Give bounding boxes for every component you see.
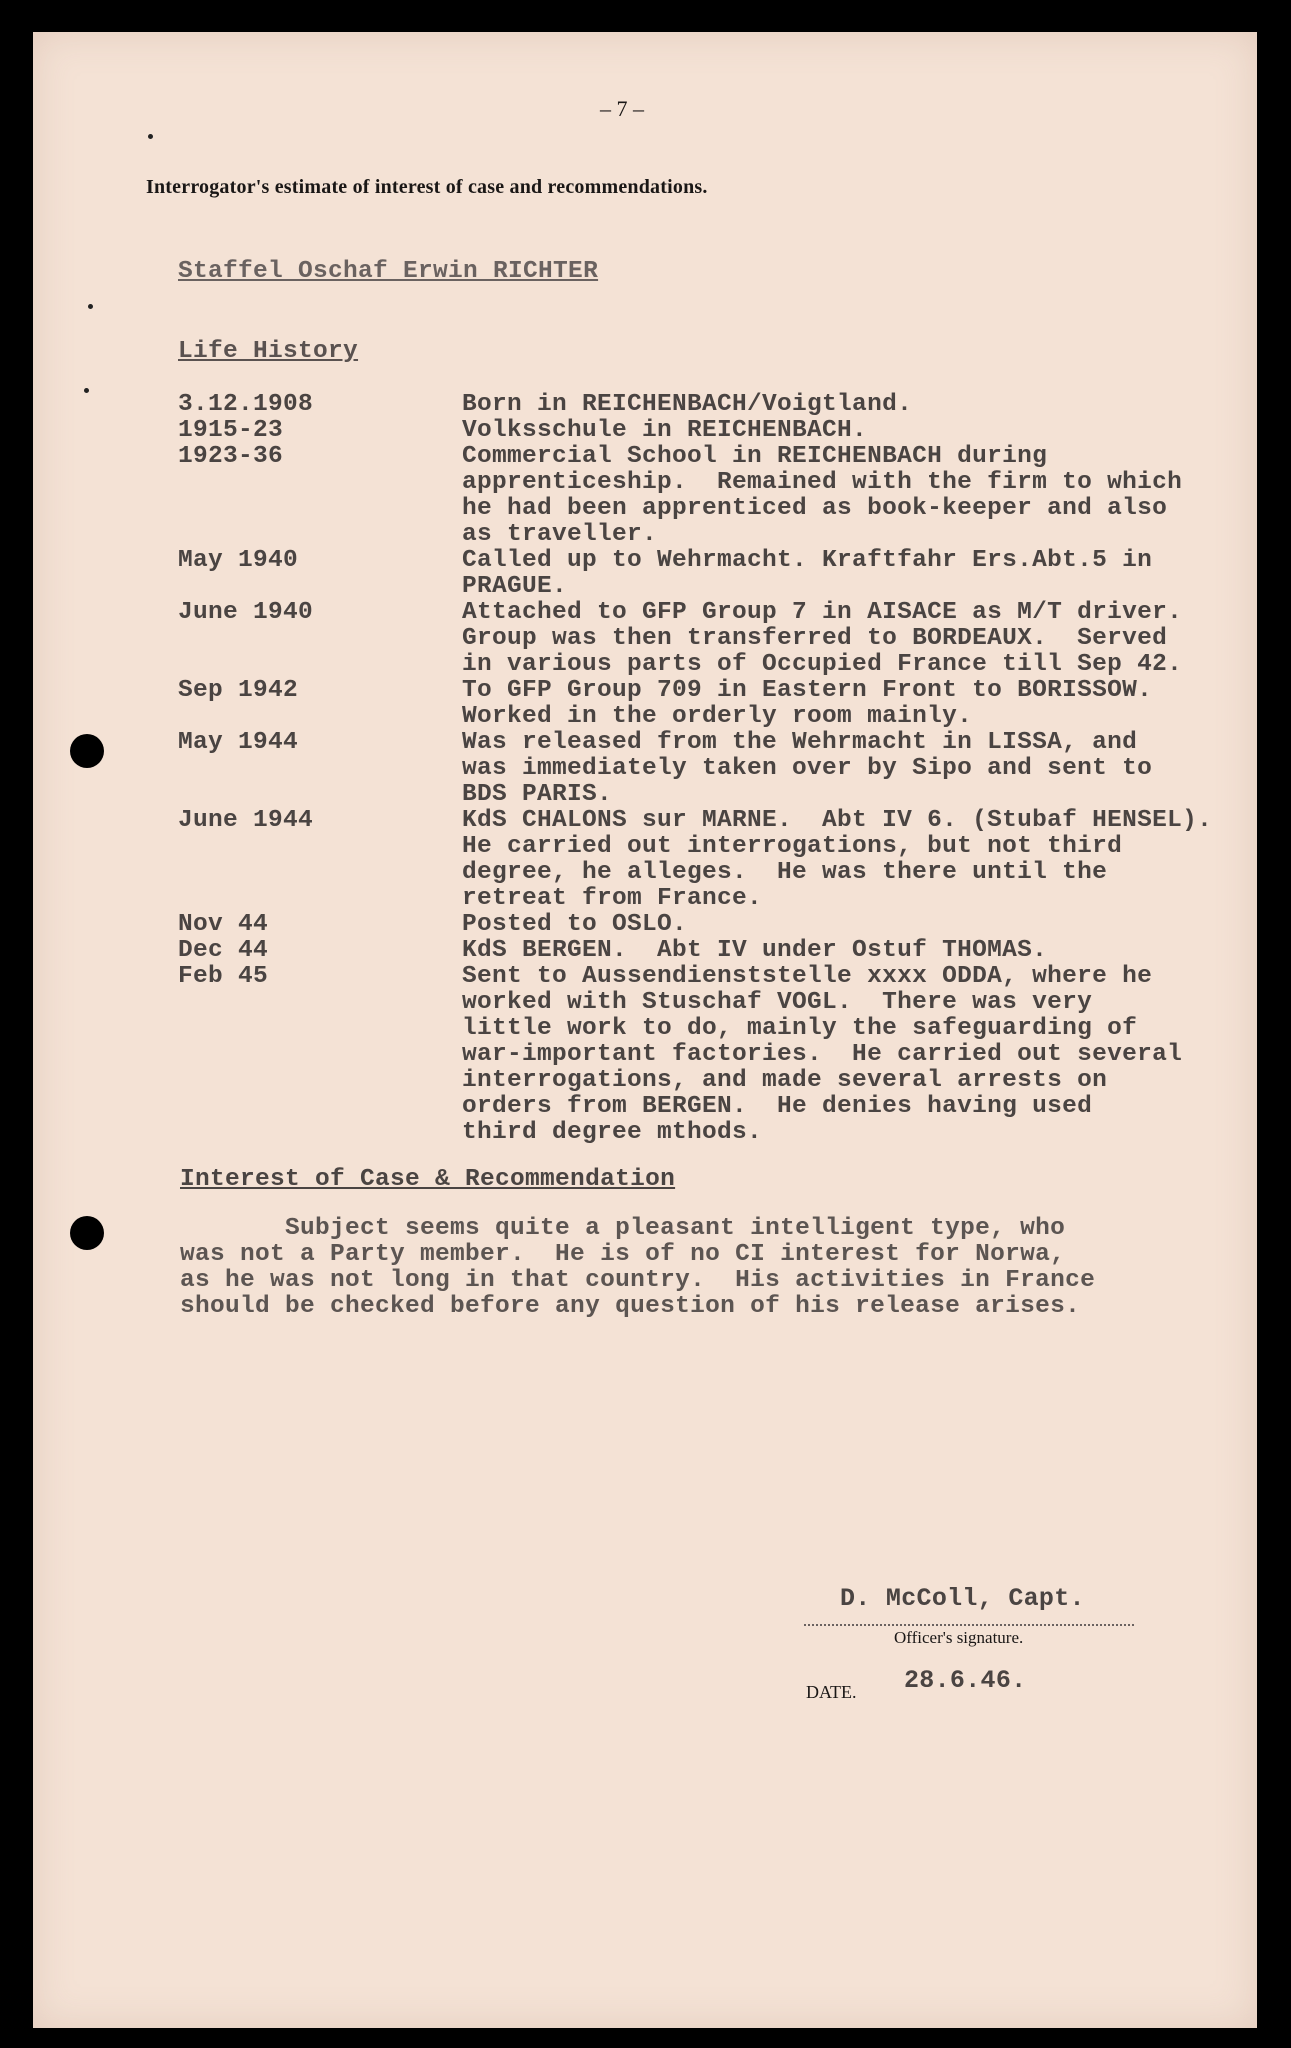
history-line: KdS CHALONS sur MARNE. Abt IV 6. (Stubaf HENSEL). bbox=[462, 807, 1213, 834]
history-line: PRAGUE. bbox=[462, 573, 568, 600]
history-line: in various parts of Occupied France till Sep 42. bbox=[462, 651, 1183, 678]
history-date: Nov 44 bbox=[178, 911, 269, 938]
history-line: third degree mthods. bbox=[462, 1119, 763, 1146]
history-line: war-important factories. He carried out several bbox=[462, 1041, 1183, 1068]
history-line: Sent to Aussendienststelle xxxx ODDA, where he bbox=[462, 963, 1153, 990]
history-entry bbox=[178, 808, 1238, 912]
ink-mark bbox=[84, 388, 89, 393]
history-date: June 1944 bbox=[178, 807, 314, 834]
ink-mark bbox=[148, 134, 153, 139]
history-line: Commercial School in REICHENBACH during bbox=[462, 443, 1048, 470]
history-line: little work to do, mainly the safeguarding of bbox=[462, 1015, 1138, 1042]
history-line: He carried out interrogations, but not third bbox=[462, 833, 1123, 860]
history-date: Sep 1942 bbox=[178, 677, 299, 704]
page-number: – 7 – bbox=[600, 96, 644, 121]
punch-hole bbox=[70, 1216, 104, 1250]
interest-title: Interest of Case & Recommendation bbox=[180, 1166, 676, 1193]
history-line: Group was then transferred to BORDEAUX. Served bbox=[462, 625, 1168, 652]
history-date: May 1940 bbox=[178, 547, 299, 574]
officer-signature: D. McColl, Capt. bbox=[840, 1584, 1085, 1613]
interest-line: as he was not long in that country. His activities in France bbox=[180, 1267, 1096, 1294]
date-value: 28.6.46. bbox=[904, 1666, 1027, 1695]
history-line: Posted to OSLO. bbox=[462, 911, 688, 938]
history-line: interrogations, and made several arrests on bbox=[462, 1067, 1108, 1094]
history-entry bbox=[178, 600, 1238, 678]
history-date: May 1944 bbox=[178, 729, 299, 756]
date-label: DATE. bbox=[806, 1682, 857, 1702]
history-line: as traveller. bbox=[462, 521, 658, 548]
page-heading: Interrogator's estimate of interest of case and recommendations. bbox=[146, 176, 708, 198]
history-line: Born in REICHENBACH/Voigtland. bbox=[462, 391, 913, 418]
history-line: was immediately taken over by Sipo and sent to bbox=[462, 755, 1153, 782]
history-line: worked with Stuschaf VOGL. There was very bbox=[462, 989, 1093, 1016]
history-date: June 1940 bbox=[178, 599, 314, 626]
history-line: KdS BERGEN. Abt IV under Ostuf THOMAS. bbox=[462, 937, 1048, 964]
history-entry bbox=[178, 444, 1238, 548]
history-line: Volksschule in REICHENBACH. bbox=[462, 417, 868, 444]
interest-line: was not a Party member. He is of no CI interest for Norwa, bbox=[180, 1241, 1066, 1268]
history-entry bbox=[178, 418, 1238, 444]
history-entry bbox=[178, 392, 1238, 418]
history-line: Called up to Wehrmacht. Kraftfahr Ers.Abt.5 in bbox=[462, 547, 1153, 574]
history-date: Dec 44 bbox=[178, 937, 269, 964]
history-line: To GFP Group 709 in Eastern Front to BORISSOW. bbox=[462, 677, 1153, 704]
punch-hole bbox=[70, 734, 104, 768]
signature-line bbox=[804, 1624, 1134, 1626]
interest-line: Subject seems quite a pleasant intelligent type, who bbox=[180, 1215, 1066, 1242]
history-entry bbox=[178, 730, 1238, 808]
history-line: Was released from the Wehrmacht in LISSA, and bbox=[462, 729, 1138, 756]
ink-mark bbox=[88, 304, 93, 309]
history-line: Worked in the orderly room mainly. bbox=[462, 703, 973, 730]
history-date: 3.12.1908 bbox=[178, 391, 314, 418]
history-date: Feb 45 bbox=[178, 963, 269, 990]
history-line: BDS PARIS. bbox=[462, 781, 613, 808]
history-entry bbox=[178, 548, 1238, 600]
history-entry bbox=[178, 912, 1238, 938]
history-entry bbox=[178, 964, 1238, 1146]
life-history-list bbox=[178, 392, 1238, 1146]
life-history-title: Life History bbox=[178, 338, 359, 365]
history-line: degree, he alleges. He was there until the bbox=[462, 859, 1108, 886]
history-entry bbox=[178, 678, 1238, 730]
history-line: orders from BERGEN. He denies having used bbox=[462, 1093, 1093, 1120]
subject-title: Staffel Oschaf Erwin RICHTER bbox=[178, 258, 599, 285]
history-line: retreat from France. bbox=[462, 885, 763, 912]
interest-line: should be checked before any question of his release arises. bbox=[180, 1293, 1081, 1320]
history-date: 1923-36 bbox=[178, 443, 284, 470]
history-date: 1915-23 bbox=[178, 417, 284, 444]
history-entry bbox=[178, 938, 1238, 964]
history-line: Attached to GFP Group 7 in AISACE as M/T driver. bbox=[462, 599, 1183, 626]
history-line: he had been apprenticed as book-keeper and also bbox=[462, 495, 1168, 522]
history-line: apprenticeship. Remained with the firm to which bbox=[462, 469, 1183, 496]
signature-label: Officer's signature. bbox=[894, 1628, 1024, 1647]
interest-body bbox=[180, 1216, 1095, 1320]
